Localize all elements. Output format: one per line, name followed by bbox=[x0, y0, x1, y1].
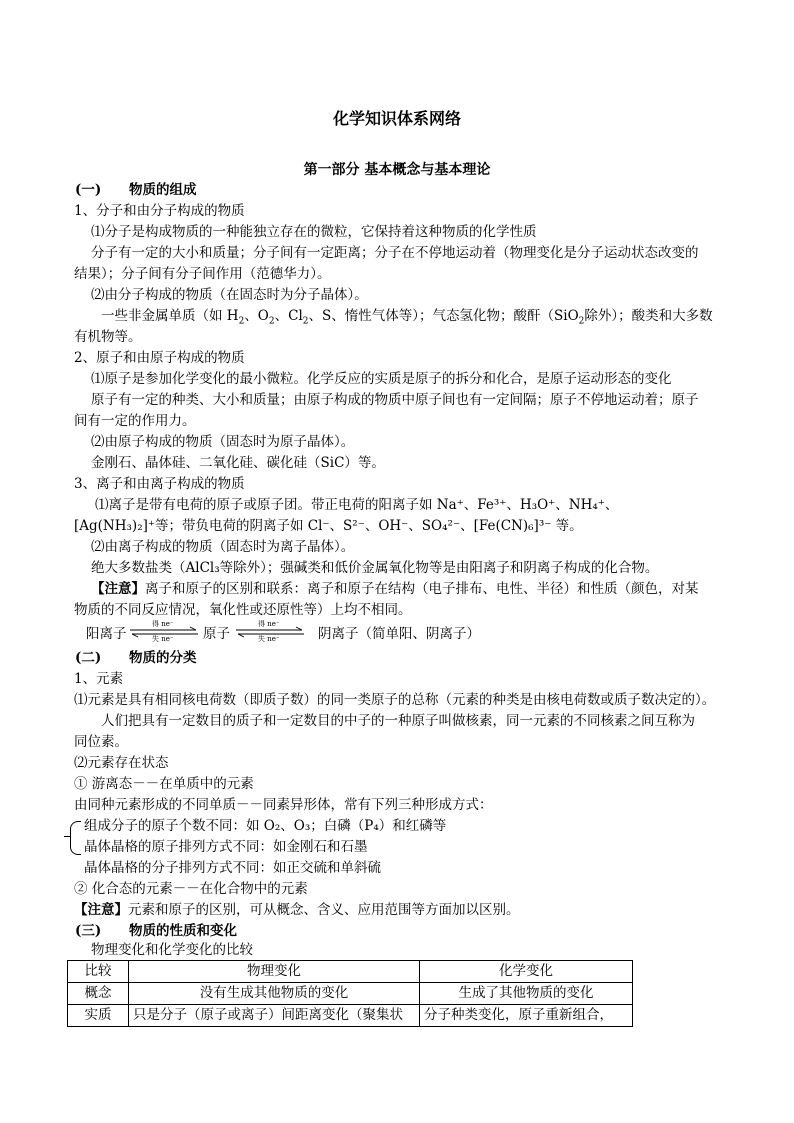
paragraph: 金刚石、晶体硅、二氧化硅、碳化硅（SiC）等。 bbox=[91, 455, 385, 471]
table-cell: 概念 bbox=[68, 983, 129, 1005]
list-item: 组成分子的原子个数不同：如 O₂、O₃；白磷（P₄）和红磷等 bbox=[84, 818, 447, 834]
arrow-lose-label: 失 ne⁻ bbox=[152, 635, 174, 643]
paragraph: ⑴元素是具有相同核电荷数（即质子数）的同一类原子的总称（元素的种类是由核电荷数或质子数决定的）。 bbox=[74, 692, 716, 708]
table-row bbox=[68, 1005, 633, 1027]
section-title: 物质的组成 bbox=[129, 182, 197, 198]
text-run: 、Cl bbox=[274, 308, 303, 324]
paragraph: 一些非金属单质（如 $H_2$、$O_2$、$Cl_2$、S、惰性气体等）；气态氢化物；酸酐（SiO$_2$除外）；酸类和大多数 bbox=[101, 308, 713, 327]
section-title: 物质的性质和变化 bbox=[129, 923, 237, 939]
paragraph: 绝大多数盐类（AlCl₃等除外）；强碱类和低价金属氧化物等是由阳离子和阴离子构成的化合物。 bbox=[91, 560, 659, 576]
paragraph: 结果）；分子间有分子间作用（范德华力）。 bbox=[74, 266, 331, 282]
note-paragraph bbox=[74, 900, 520, 920]
document-title: 化学知识体系网络 bbox=[332, 109, 461, 128]
diagram-cation: 阳离子 bbox=[86, 626, 127, 642]
paragraph: ⑵由原子构成的物质（固态时为原子晶体）。 bbox=[91, 434, 355, 450]
arrow-gain-label: 得 ne⁻ bbox=[152, 620, 174, 628]
text-run: 一些非金属单质（如 H bbox=[101, 308, 239, 324]
text-run: 、O bbox=[244, 308, 269, 324]
subheading: 3、离子和由离子构成的物质 bbox=[74, 476, 245, 492]
table-row bbox=[68, 983, 633, 1005]
note-tag: 【注意】 bbox=[74, 902, 128, 918]
note-text: 元素和原子的区别，可从概念、含义、应用范围等方面加以区别。 bbox=[128, 902, 520, 918]
paragraph: 分子有一定的大小和质量；分子间有一定距离；分子在不停地运动着（物理变化是分子运动状态改变的 bbox=[91, 245, 699, 261]
table-cell: 生成了其他物质的变化 bbox=[420, 983, 633, 1005]
paragraph: 原子有一定的种类、大小和质量；由原子构成的物质中原子间也有一定间隔；原子不停地运动着；原子 bbox=[91, 392, 699, 408]
table-header-row bbox=[68, 961, 633, 983]
table-cell: 没有生成其他物质的变化 bbox=[129, 983, 420, 1005]
table-cell: 只是分子（原子或离子）间距离变化（聚集状 bbox=[129, 1005, 420, 1027]
note-paragraph bbox=[91, 579, 699, 599]
diagram-anion: 阴离子（简单阳、阴离子） bbox=[318, 626, 480, 642]
paragraph: 有机物等。 bbox=[74, 329, 142, 345]
list-item: 晶体晶格的分子排列方式不同：如正交硫和单斜硫 bbox=[84, 860, 381, 876]
text-run: 、S、惰性气体等）；气态氢化物；酸酐（SiO bbox=[308, 308, 579, 324]
paragraph: ⑵由分子构成的物质（在固态时为分子晶体）。 bbox=[91, 287, 368, 303]
paragraph: 同位素。 bbox=[74, 734, 128, 750]
table-header-cell: 化学变化 bbox=[420, 961, 633, 983]
paragraph: 由同种元素形成的不同单质－－同素异形体，常有下列三种形成方式： bbox=[74, 797, 493, 813]
section-heading-2 bbox=[75, 648, 197, 668]
subheading: 2、原子和由原子构成的物质 bbox=[74, 350, 245, 366]
diagram-atom: 原子 bbox=[203, 626, 230, 642]
paragraph: ① 游离态－－在单质中的元素 bbox=[74, 776, 254, 792]
subheading: 1、分子和由分子构成的物质 bbox=[74, 203, 245, 219]
table-header-cell: 比较 bbox=[68, 961, 129, 983]
table-cell: 分子种类变化，原子重新组合， bbox=[420, 1005, 633, 1027]
section-number: (二) bbox=[75, 650, 102, 666]
comparison-table bbox=[67, 960, 633, 1027]
paragraph: ⑴离子是带有电荷的原子或原子团。带正电荷的阳离子如 Na⁺、Fe³⁺、H₃O⁺、NH₄⁺、 bbox=[95, 497, 619, 513]
paragraph: 物质的不同反应情况，氧化性或还原性等）上均不相同。 bbox=[74, 602, 412, 618]
paragraph: ② 化合态的元素－－在化合物中的元素 bbox=[74, 881, 308, 897]
paragraph: ⑴分子是构成物质的一种能独立存在的微粒，它保持着这种物质的化学性质 bbox=[91, 224, 537, 240]
table-header-cell: 物理变化 bbox=[129, 961, 420, 983]
paragraph: ⑵元素存在状态 bbox=[74, 755, 169, 771]
section-title: 物质的分类 bbox=[129, 650, 197, 666]
note-text: 离子和原子的区别和联系：离子和原子在结构（电子排布、电性、半径）和性质（颜色，对某 bbox=[145, 581, 699, 597]
table-cell: 实质 bbox=[68, 1005, 129, 1027]
paragraph: 间有一定的作用力。 bbox=[74, 413, 196, 429]
note-tag: 【注意】 bbox=[91, 581, 145, 597]
subheading: 1、元素 bbox=[74, 671, 124, 687]
table-caption: 物理变化和化学变化的比较 bbox=[91, 942, 253, 958]
brace-tip bbox=[64, 836, 71, 837]
double-arrow-icon bbox=[130, 621, 198, 643]
text-run: 除外）；酸类和大多数 bbox=[584, 308, 713, 324]
double-arrow-icon bbox=[236, 621, 304, 643]
arrow-gain-label: 得 ne⁻ bbox=[258, 620, 280, 628]
list-item: 晶体晶格的原子排列方式不同：如金刚石和石墨 bbox=[84, 839, 368, 855]
paragraph: ⑵由离子构成的物质（固态时为离子晶体）。 bbox=[91, 539, 355, 555]
section-heading-3 bbox=[75, 921, 237, 941]
section-number: (一) bbox=[75, 182, 102, 198]
section-heading-1 bbox=[75, 180, 197, 200]
part-title: 第一部分 基本概念与基本理论 bbox=[303, 162, 491, 178]
section-number: (三) bbox=[75, 923, 102, 939]
paragraph: [Ag(NH₃)₂]⁺等；带负电荷的阴离子如 Cl⁻、S²⁻、OH⁻、SO₄²⁻、[Fe(CN)₆]³⁻ 等。 bbox=[74, 518, 583, 534]
left-brace-icon bbox=[70, 821, 81, 855]
paragraph: ⑴原子是参加化学变化的最小微粒。化学反应的实质是原子的拆分和化合，是原子运动形态的变化 bbox=[91, 371, 672, 387]
paragraph: 人们把具有一定数目的质子和一定数目的中子的一种原子叫做核素，同一元素的不同核素之间互称为 bbox=[101, 713, 695, 729]
arrow-lose-label: 失 ne⁻ bbox=[258, 635, 280, 643]
